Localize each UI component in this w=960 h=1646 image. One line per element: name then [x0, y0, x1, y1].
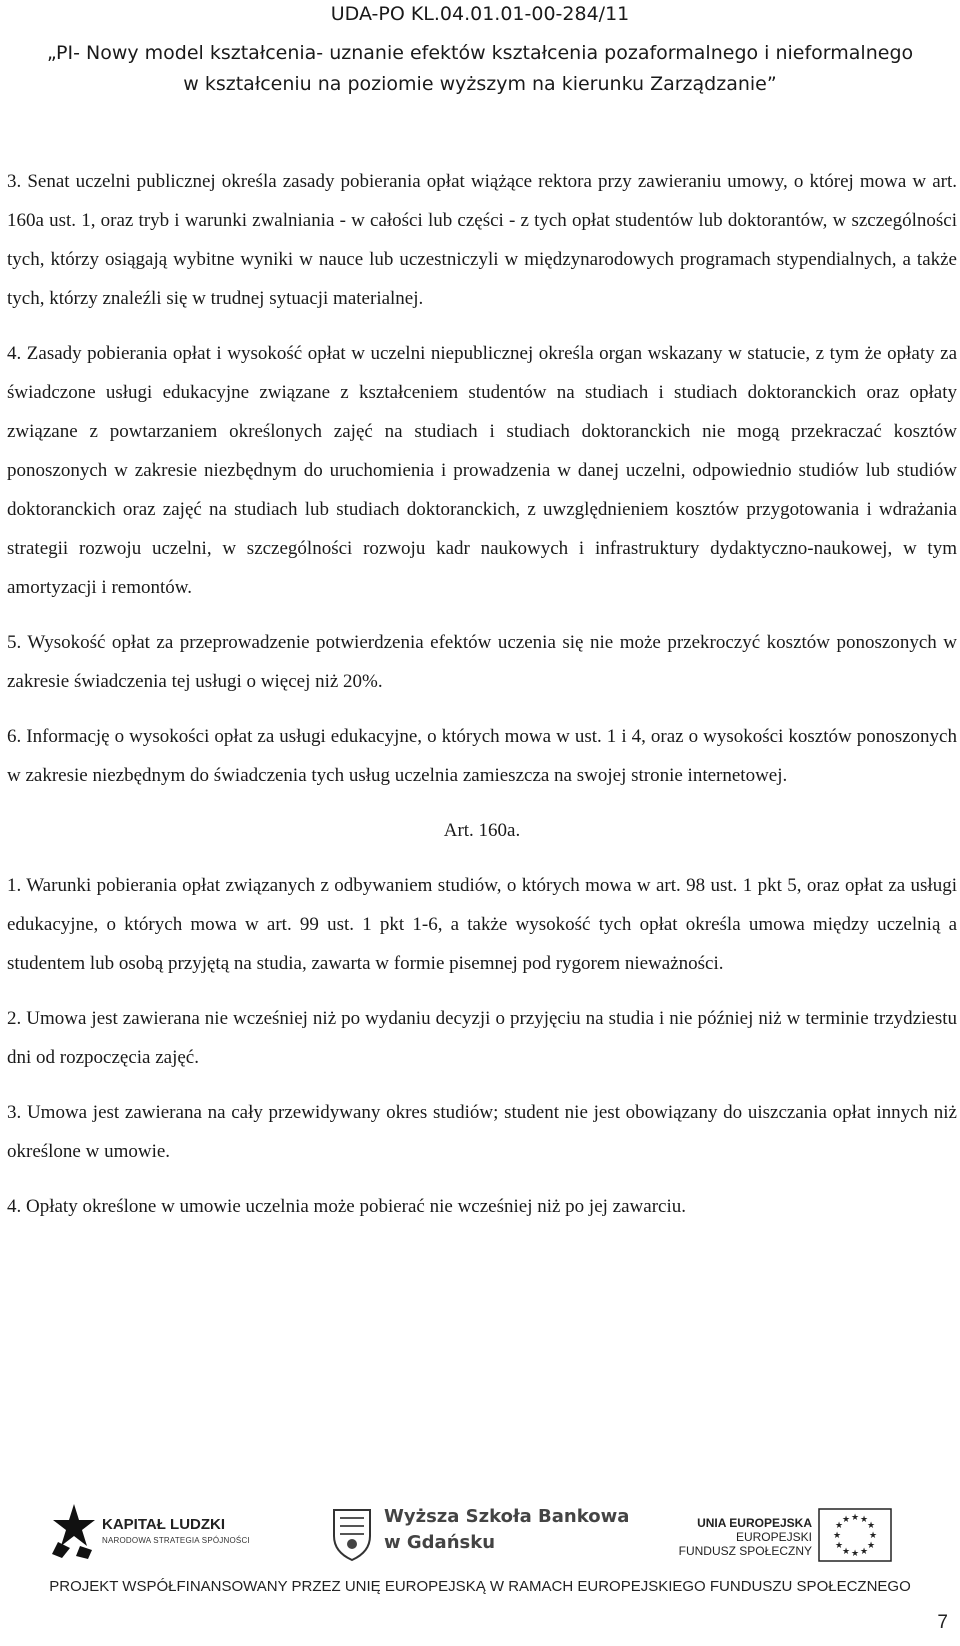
kapital-ludzki-subtitle: NARODOWA STRATEGIA SPÓJNOŚCI [102, 1536, 250, 1545]
star-figure-icon [50, 1502, 96, 1560]
page-number: 7 [937, 1612, 948, 1633]
paragraph-5: 5. Wysokość opłat za przeprowadzenie potwierdzenia efektów uczenia się nie może przekroczyć kosztów ponoszonych w zakresie świadczenia tej usługi o więcej niż 20%. [7, 632, 957, 692]
svg-text:★: ★ [859, 1515, 869, 1525]
wsb-name: Wyższa Szkoła Bankowa [384, 1506, 630, 1527]
svg-text:★: ★ [866, 1541, 876, 1551]
svg-text:★: ★ [834, 1541, 844, 1551]
cofinancing-statement: PROJEKT WSPÓŁFINANSOWANY PRZEZ UNIĘ EUROPEJSKĄ W RAMACH EUROPEJSKIEGO FUNDUSZU SPOŁECZNEGO [49, 1578, 911, 1595]
svg-text:★: ★ [850, 1513, 860, 1523]
svg-text:★: ★ [850, 1549, 860, 1559]
paragraph-6: 6. Informację o wysokości opłat za usługi edukacyjne, o których mowa w ust. 1 i 4, oraz o wysokości kosztów ponoszonych w zakresie niezbędnym do świadczenia tych usług uczelnia zamieszcza na swojej stronie internetowej. [7, 726, 957, 786]
article-paragraph-4: 4. Opłaty określone w umowie uczelnia może pobierać nie wcześniej niż po jej zawarciu. [7, 1196, 686, 1217]
eu-logo [672, 1494, 912, 1564]
project-title: „PI- Nowy model kształcenia- uznanie efektów kształcenia pozaformalnego i nieformalnego w kształceniu na poziomie wyższym na kierunku Zarządzanie” [46, 42, 914, 95]
svg-text:★: ★ [868, 1531, 878, 1541]
eu-flag-icon [818, 1508, 892, 1562]
paragraph-4: 4. Zasady pobierania opłat i wysokość opłat w uczelni niepublicznej określa organ wskazany w statucie, z tym że opłaty za świadczone usługi edukacyjne związane z kształceniem studentów na studiach i studiach doktoranckich oraz opłaty związane z powtarzaniem określonych zajęć na studiach i studiach doktoranckich nie mogą przekraczać kosztów ponoszonych w zakresie niezbędnym do uruchomienia i prowadzenia w danej uczelni, odpowiednio studiów lub studiów doktoranckich oraz zajęć na studiach lub studiach doktoranckich, z uwzględnieniem kosztów przygotowania i wdrażania strategii rozwoju uczelni, w szczególności rozwoju kadr naukowych i infrastruktury dydaktyczno-naukowej, w tym amortyzacji i remontów. [7, 343, 957, 598]
kapital-ludzki-name: KAPITAŁ LUDZKI [102, 1516, 226, 1533]
document-body [7, 162, 957, 1226]
svg-text:★: ★ [841, 1547, 851, 1557]
eu-line-1: UNIA EUROPEJSKA [697, 1516, 812, 1530]
svg-text:★: ★ [832, 1531, 842, 1541]
svg-text:★: ★ [859, 1547, 869, 1557]
svg-text:★: ★ [834, 1521, 844, 1531]
article-paragraph-2: 2. Umowa jest zawierana nie wcześniej niż po wydaniu decyzji o przyjęciu na studia i nie później niż w terminie trzydziestu dni od rozpoczęcia zajęć. [7, 1008, 957, 1068]
footer-logos [0, 1494, 960, 1564]
wsb-logo [330, 1494, 630, 1564]
article-paragraph-1: 1. Warunki pobierania opłat związanych z odbywaniem studiów, o których mowa w art. 98 ust. 1 pkt 5, oraz opłat za usługi edukacyjne, o których mowa w art. 99 ust. 1 pkt 1-6, a także wysokość tych opłat określa umowa między uczelnią a studentem lub osobą przyjętą na studia, zawarta w formie pisemnej pod rygorem nieważności. [7, 875, 957, 974]
page-header [0, 0, 960, 100]
kapital-ludzki-logo [50, 1494, 260, 1564]
article-heading: Art. 160a. [443, 820, 521, 841]
eu-line-2: EUROPEJSKI [735, 1530, 812, 1544]
project-code: UDA-PO KL.04.01.01-00-284/11 [330, 3, 630, 25]
eu-text [672, 1516, 812, 1558]
article-paragraph-3: 3. Umowa jest zawierana na cały przewidywany okres studiów; student nie jest obowiązany do uiszczania opłat innych niż określone w umowie. [7, 1102, 957, 1162]
paragraph-3: 3. Senat uczelni publicznej określa zasady pobierania opłat wiążące rektora przy zawieraniu umowy, o której mowa w art. 160a ust. 1, oraz tryb i warunki zwalniania - w całości lub części - z tych opłat studentów lub doktorantów, w szczególności tych, którzy osiągają wybitne wyniki w nauce lub uczestniczyli w międzynarodowych programach stypendialnych, a także tych, którzy znaleźli się w trudnej sytuacji materialnej. [7, 171, 957, 309]
crest-icon [330, 1506, 374, 1562]
eu-line-3: FUNDUSZ SPOŁECZNY [678, 1544, 812, 1558]
svg-text:★: ★ [841, 1515, 851, 1525]
svg-text:★: ★ [866, 1521, 876, 1531]
wsb-city: w Gdańsku [384, 1532, 496, 1553]
